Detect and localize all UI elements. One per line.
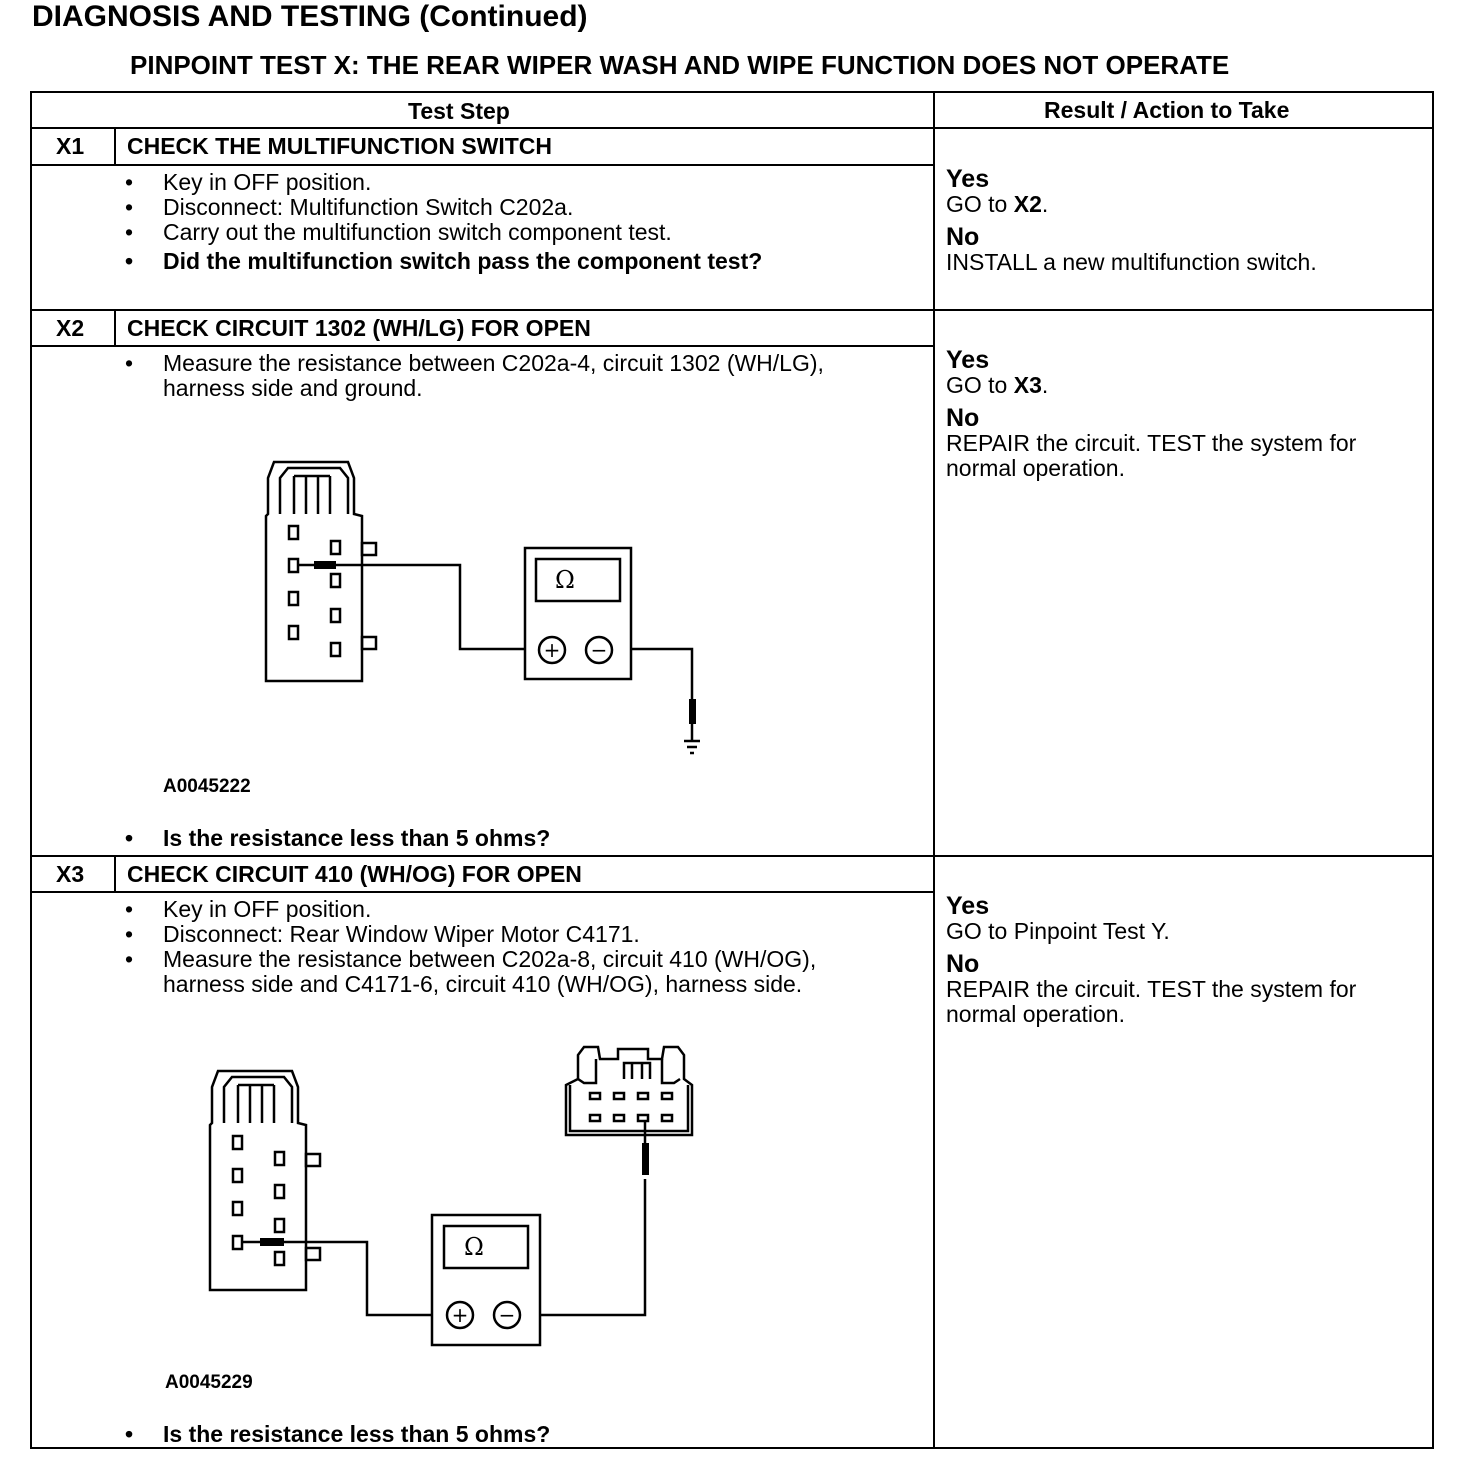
- figure-id: A0045229: [165, 1372, 253, 1393]
- instruction-question: • Did the multifunction switch pass the component test?: [125, 249, 762, 274]
- step-instructions: [125, 897, 816, 997]
- svg-text:−: −: [590, 638, 608, 662]
- column-header-result: Result / Action to Take: [1044, 97, 1290, 123]
- step-question: [125, 826, 550, 851]
- step-title-underline: [32, 891, 933, 893]
- figure-id: A0045222: [163, 776, 251, 797]
- instruction-item: • Measure the resistance between C202a-8, circuit 410 (WH/OG), harness side and C4171-6, circuit 410 (WH/OG), harness side.: [125, 947, 816, 997]
- step-title-underline: [32, 164, 933, 166]
- ohm-symbol: Ω: [464, 1233, 484, 1261]
- header-divider: [32, 127, 1434, 129]
- result-block: [946, 167, 1317, 275]
- step-title: CHECK CIRCUIT 410 (WH/OG) FOR OPEN: [127, 861, 582, 887]
- instruction-item: • Key in OFF position.: [125, 170, 762, 195]
- instruction-question: • Is the resistance less than 5 ohms?: [125, 826, 550, 851]
- step-instructions: [125, 170, 762, 274]
- step-question: [125, 1422, 550, 1447]
- step-id-divider: [114, 311, 116, 346]
- step-id: X2: [56, 315, 85, 341]
- yes-action: GO to X2.: [946, 191, 1049, 217]
- no-action: normal operation.: [946, 455, 1125, 481]
- step-id: X3: [56, 861, 85, 887]
- no-action: INSTALL a new multifunction switch.: [946, 249, 1317, 275]
- svg-text:+: +: [451, 1303, 469, 1327]
- no-label: No: [946, 223, 980, 251]
- no-action: normal operation.: [946, 1001, 1125, 1027]
- no-label: No: [946, 950, 980, 978]
- step-instructions: [125, 351, 824, 401]
- column-divider: [933, 93, 935, 1449]
- step-id-divider: [114, 857, 116, 892]
- step-id: X1: [56, 133, 85, 159]
- step-title-underline: [32, 345, 933, 347]
- multimeter-icon: [432, 1215, 540, 1345]
- no-action: REPAIR the circuit. TEST the system for: [946, 976, 1357, 1002]
- svg-text:+: +: [543, 638, 561, 662]
- row-divider: [32, 309, 1434, 311]
- yes-action: GO to X3.: [946, 372, 1049, 398]
- row-divider: [32, 855, 1434, 857]
- instruction-item: • Disconnect: Multifunction Switch C202a.: [125, 195, 762, 220]
- pinpoint-test-title: PINPOINT TEST X: THE REAR WIPER WASH AND WIPE FUNCTION DOES NOT OPERATE: [130, 50, 1230, 80]
- column-header-test-step: Test Step: [408, 98, 510, 124]
- no-action: REPAIR the circuit. TEST the system for: [946, 430, 1357, 456]
- instruction-item: • Carry out the multifunction switch component test.: [125, 220, 762, 245]
- connector-diagram: [260, 456, 720, 776]
- yes-action: GO to Pinpoint Test Y.: [946, 918, 1170, 944]
- page-title: DIAGNOSIS AND TESTING (Continued): [32, 0, 588, 33]
- svg-text:−: −: [498, 1303, 516, 1327]
- instruction-item: • Disconnect: Rear Window Wiper Motor C4171.: [125, 922, 816, 947]
- no-label: No: [946, 404, 980, 432]
- ohm-symbol: Ω: [555, 566, 575, 594]
- step-id-divider: [114, 129, 116, 165]
- yes-label: Yes: [946, 892, 990, 920]
- instruction-item: • Measure the resistance between C202a-4, circuit 1302 (WH/LG), harness side and ground.: [125, 351, 824, 401]
- instruction-item: • Key in OFF position.: [125, 897, 816, 922]
- result-block: [946, 894, 1356, 1027]
- connector-diagram: [204, 1039, 764, 1359]
- pinpoint-test-table: [30, 91, 1434, 1449]
- yes-label: Yes: [946, 165, 990, 193]
- result-block: [946, 348, 1356, 481]
- instruction-question: • Is the resistance less than 5 ohms?: [125, 1422, 550, 1447]
- step-title: CHECK CIRCUIT 1302 (WH/LG) FOR OPEN: [127, 315, 591, 341]
- yes-label: Yes: [946, 346, 990, 374]
- multimeter-icon: [525, 548, 631, 679]
- step-title: CHECK THE MULTIFUNCTION SWITCH: [127, 133, 553, 159]
